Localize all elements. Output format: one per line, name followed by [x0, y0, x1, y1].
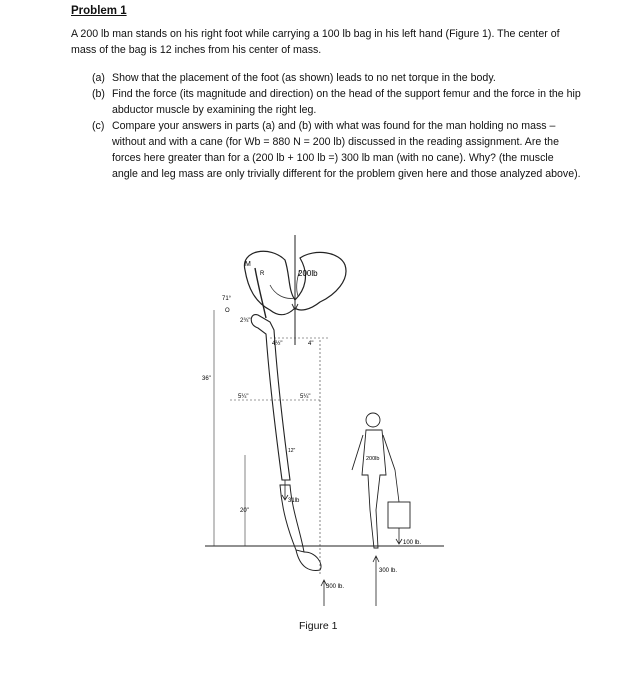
body-weight-arrow [292, 260, 298, 310]
femur [251, 315, 290, 480]
o-label: O [225, 308, 230, 314]
d4-label: 5¼" [238, 394, 249, 400]
lower-leg [280, 485, 304, 552]
part-a [92, 70, 582, 86]
bag-handle [395, 470, 399, 502]
leg-length-label: 20" [240, 508, 249, 514]
muscle-label: M [245, 261, 251, 268]
bag-weight-label: 100 lb. [403, 540, 422, 546]
leg-weight-arrow [282, 480, 288, 500]
d5-label: 5¼" [300, 394, 311, 400]
problem-title: Problem 1 [71, 5, 127, 17]
man-weight-label: 200lb [366, 456, 380, 462]
part-label: (a) [92, 72, 105, 84]
man-floor-arrow [373, 556, 379, 606]
leg-weight-label: 31lb [288, 498, 300, 504]
foot [296, 550, 321, 570]
d1-label: 2¾" [240, 318, 251, 324]
body-weight-label: 200lb [298, 269, 318, 278]
part-b [92, 86, 582, 118]
parts-list [92, 70, 582, 182]
problem-intro: A 200 lb man stands on his right foot while carrying a 100 lb bag in his left hand (Figure 1). The center of mass of the bag is 12 inches from his center of mass. [71, 28, 560, 56]
bag [388, 502, 410, 528]
part-label: (b) [92, 88, 105, 100]
part-label: (c) [92, 120, 105, 132]
man-floor-label: 300 lb. [379, 568, 398, 574]
part-text: Find the force (its magnitude and direction) on the head of the support femur and the force in the hip abductor muscle by examining the right leg. [112, 88, 581, 116]
part-c [92, 118, 582, 182]
figure-caption: Figure 1 [299, 620, 338, 632]
part-text: Show that the placement of the foot (as shown) leads to no net torque in the body. [112, 72, 496, 84]
floor-force-label: 300 lb. [326, 584, 345, 590]
angle-label: 71° [222, 296, 232, 302]
height-label: 36" [202, 376, 211, 382]
d2-label: 4½" [272, 341, 283, 347]
reaction-label: R [260, 271, 265, 277]
bag-weight-arrow [396, 528, 402, 544]
d3-label: 4" [308, 341, 314, 347]
part-text: Compare your answers in parts (a) and (b) with what was found for the man holding no mass – without and with a cane (for Wb = 880 N = 200 lb) discussed in the reading assignment. Are the forces here greater than for a (200 lb + 100 lb =) 300 lb man (with no cane). Why? (the muscle angle and leg mass are only trivially different for the problem given here and those analyzed above). [112, 120, 581, 180]
figure-1-diagram [200, 230, 460, 620]
knee-label: 12" [288, 448, 296, 454]
